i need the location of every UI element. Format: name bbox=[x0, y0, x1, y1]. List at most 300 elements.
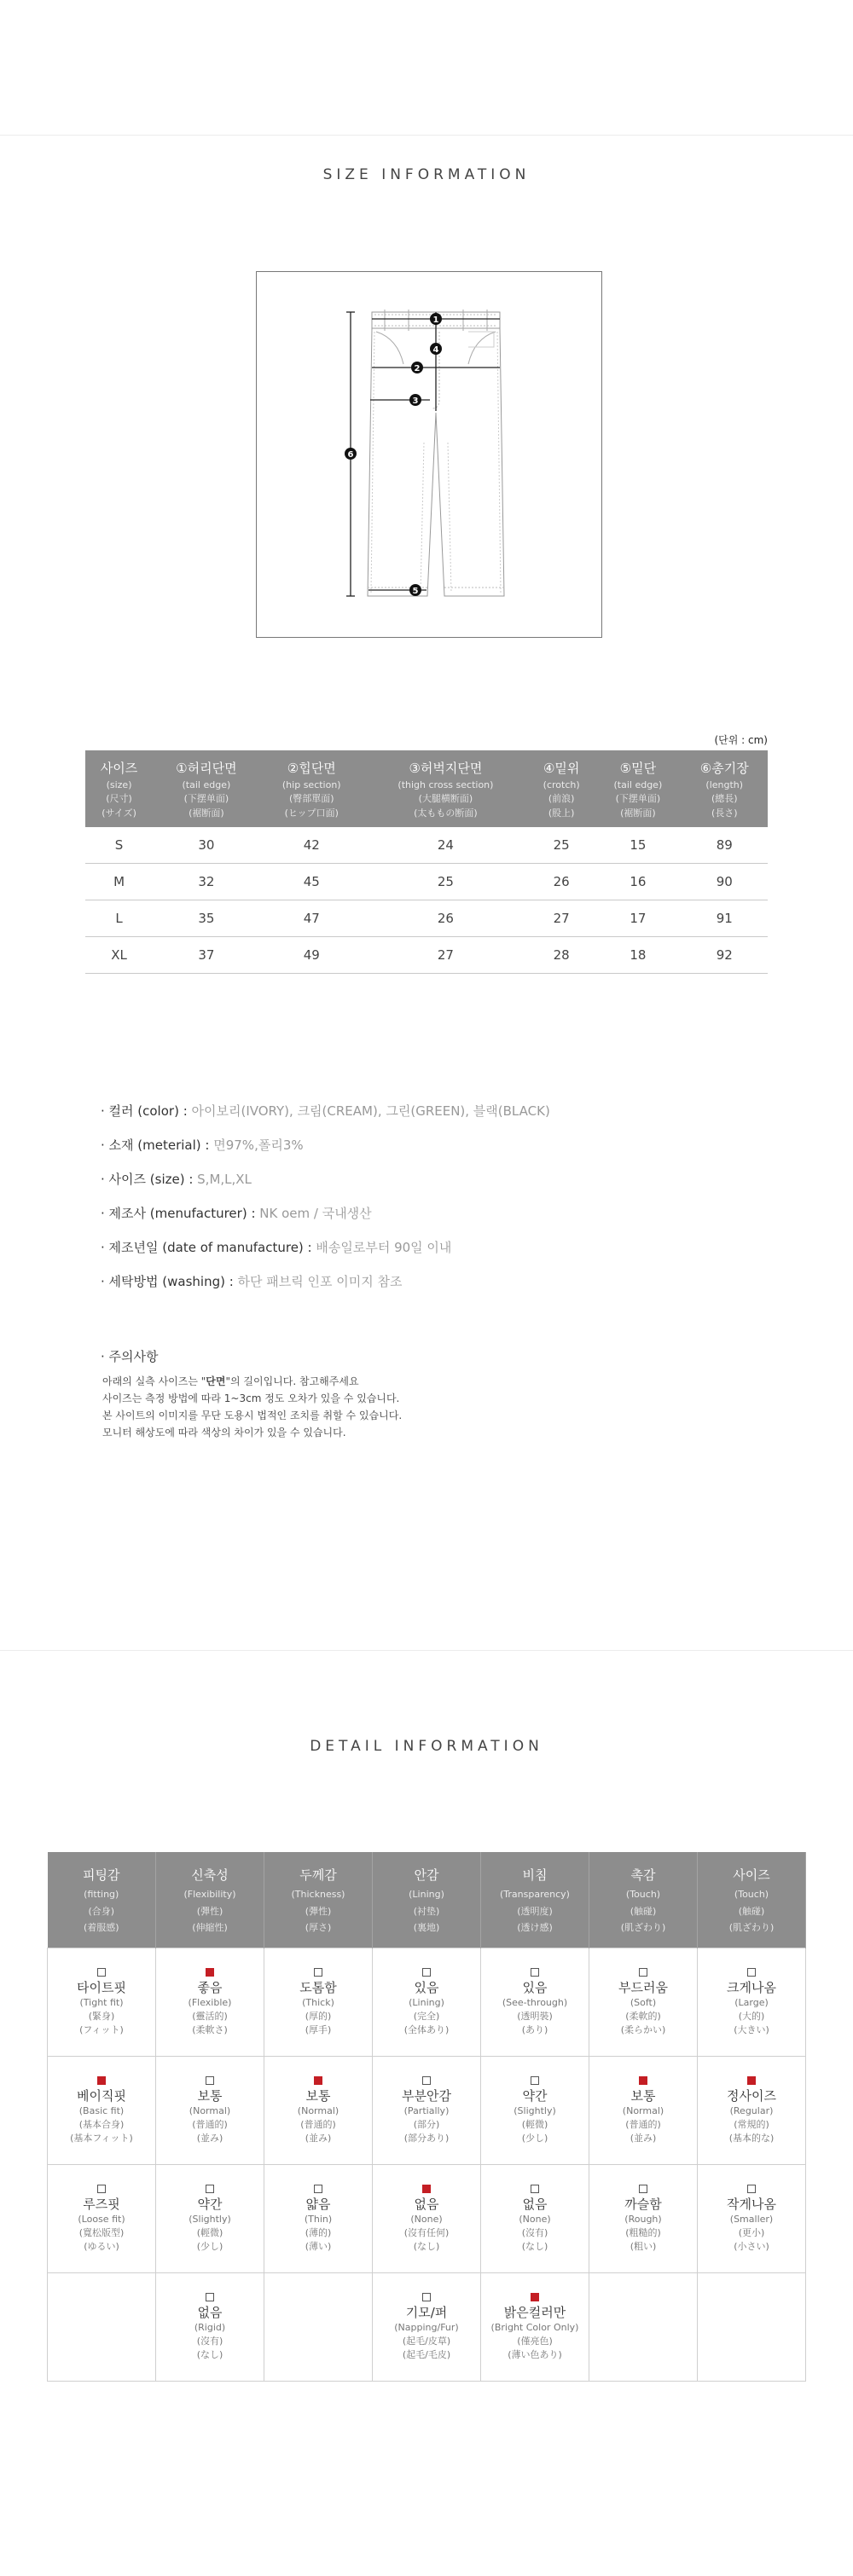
detail-col-cn: (触碰) bbox=[630, 1905, 657, 1917]
option-sublabel: (少し) bbox=[521, 2132, 548, 2144]
size-col-header bbox=[681, 750, 768, 827]
size-table-body bbox=[85, 827, 768, 974]
checkbox-empty-icon bbox=[747, 2185, 756, 2193]
info-item bbox=[101, 1094, 550, 1128]
detail-empty-cell bbox=[48, 2273, 156, 2382]
checkbox-empty-icon bbox=[206, 2293, 214, 2301]
svg-text:1: 1 bbox=[432, 315, 439, 325]
option-sublabel: (Normal) bbox=[297, 2104, 339, 2116]
size-col-title: ①허리단면 bbox=[176, 761, 237, 776]
option-sublabel: (寬松版型) bbox=[78, 2226, 125, 2238]
top-divider bbox=[0, 135, 853, 136]
option-sublabel: (Soft) bbox=[630, 1996, 657, 2008]
detail-empty-cell bbox=[589, 2273, 698, 2382]
size-col-cn: (總長) bbox=[711, 793, 738, 804]
option-sublabel: (透明裝) bbox=[517, 2010, 553, 2022]
size-col-en: (size) bbox=[106, 779, 132, 790]
option-label: 정사이즈 bbox=[727, 2087, 776, 2104]
size-col-header bbox=[85, 750, 153, 827]
checkbox-empty-icon bbox=[422, 2076, 431, 2085]
checkbox-empty-icon bbox=[422, 1968, 431, 1977]
detail-option bbox=[156, 2273, 264, 2382]
info-item bbox=[101, 1265, 550, 1299]
detail-option bbox=[48, 2165, 156, 2273]
notice-line-1-pre: 아래의 실측 사이즈는 " bbox=[102, 1375, 206, 1387]
size-cell: 35 bbox=[153, 900, 260, 937]
option-sublabel: (なし) bbox=[521, 2240, 548, 2252]
option-sublabel: (僅亮色) bbox=[517, 2335, 553, 2347]
size-col-en: (length) bbox=[705, 779, 744, 790]
checkbox-checked-icon bbox=[747, 2076, 756, 2085]
option-sublabel: (並み) bbox=[196, 2132, 223, 2144]
option-sublabel: (柔軟さ) bbox=[192, 2023, 228, 2035]
svg-text:5: 5 bbox=[412, 587, 419, 596]
option-sublabel: (沒有) bbox=[196, 2335, 223, 2347]
size-cell: 24 bbox=[363, 827, 528, 864]
notice-line-1-post: "의 길이입니다. 참고해주세요 bbox=[225, 1375, 359, 1387]
size-col-cn: (前浪) bbox=[548, 793, 575, 804]
option-sublabel: (沒有) bbox=[521, 2226, 548, 2238]
notice-block bbox=[101, 1347, 402, 1441]
detail-option bbox=[264, 2057, 373, 2165]
size-col-jp: (サイズ) bbox=[102, 807, 136, 819]
detail-col-cn: (触碰) bbox=[738, 1905, 765, 1917]
size-col-header bbox=[363, 750, 528, 827]
size-col-en: (tail edge) bbox=[613, 779, 663, 790]
option-sublabel: (フィット) bbox=[79, 2023, 124, 2035]
pants-measurement-illustration bbox=[257, 272, 601, 637]
info-item bbox=[101, 1230, 550, 1265]
table-row bbox=[48, 2165, 806, 2273]
checkbox-empty-icon bbox=[206, 2185, 214, 2193]
option-label: 보통 bbox=[305, 2087, 331, 2104]
size-col-jp: (股上) bbox=[548, 807, 575, 819]
detail-col-header bbox=[264, 1852, 373, 1948]
option-sublabel: (起毛/毛皮) bbox=[402, 2348, 451, 2360]
option-sublabel: (Basic fit) bbox=[78, 2104, 125, 2116]
size-col-title: ③허벅지단면 bbox=[409, 761, 483, 776]
detail-option bbox=[589, 2165, 698, 2273]
option-label: 약간 bbox=[522, 2087, 548, 2104]
option-sublabel: (Rigid) bbox=[194, 2321, 226, 2333]
size-col-header bbox=[153, 750, 260, 827]
notice-line-2: 사이즈는 측정 방법에 따라 1~3cm 정도 오차가 있을 수 있습니다. bbox=[102, 1392, 400, 1404]
size-col-jp: (太ももの断面) bbox=[414, 807, 478, 819]
option-sublabel: (Tight fit) bbox=[79, 1996, 124, 2008]
size-col-en: (crotch) bbox=[543, 779, 580, 790]
svg-text:3: 3 bbox=[412, 397, 419, 406]
size-col-title: ⑥총기장 bbox=[699, 761, 749, 776]
option-label: 작게나옴 bbox=[727, 2196, 776, 2212]
option-label: 없음 bbox=[414, 2196, 439, 2212]
detail-col-en: (Flexibility) bbox=[183, 1889, 236, 1901]
size-col-header bbox=[595, 750, 681, 827]
detail-option bbox=[264, 1948, 373, 2057]
detail-col-jp: (着服感) bbox=[83, 1921, 119, 1933]
notice-line-1-bold: 단면 bbox=[206, 1375, 226, 1387]
size-cell: 45 bbox=[260, 864, 363, 900]
option-sublabel: (大的) bbox=[738, 2010, 765, 2022]
option-label: 보통 bbox=[197, 2087, 223, 2104]
detail-col-header bbox=[698, 1852, 806, 1948]
detail-col-title: 비침 bbox=[522, 1867, 548, 1883]
option-sublabel: (普通的) bbox=[625, 2118, 661, 2130]
notice-line-1 bbox=[101, 1373, 402, 1390]
info-value: 면97%,폴리3% bbox=[213, 1137, 304, 1153]
checkbox-empty-icon bbox=[314, 1968, 322, 1977]
detail-col-en: (Touch) bbox=[625, 1889, 661, 1901]
option-sublabel: (輕微) bbox=[196, 2226, 223, 2238]
option-sublabel: (基本的な) bbox=[728, 2132, 775, 2144]
option-label: 타이트핏 bbox=[77, 1979, 126, 1995]
option-label: 없음 bbox=[522, 2196, 548, 2212]
option-sublabel: (薄い色あり) bbox=[508, 2348, 562, 2360]
info-label: · 제조년일 (date of manufacture) : bbox=[101, 1240, 316, 1255]
size-table-header bbox=[85, 750, 768, 827]
option-label: 까슬함 bbox=[624, 2196, 662, 2212]
size-cell: 37 bbox=[153, 937, 260, 974]
size-cell: 25 bbox=[363, 864, 528, 900]
info-value: S,M,L,XL bbox=[197, 1172, 252, 1187]
size-cell: 49 bbox=[260, 937, 363, 974]
size-col-header bbox=[260, 750, 363, 827]
option-sublabel: (Thin) bbox=[304, 2213, 333, 2225]
option-label: 베이직핏 bbox=[77, 2087, 126, 2104]
table-row bbox=[85, 900, 768, 937]
detail-col-cn: (彈性) bbox=[305, 1905, 332, 1917]
detail-option bbox=[264, 2165, 373, 2273]
size-cell: 16 bbox=[595, 864, 681, 900]
table-row bbox=[85, 827, 768, 864]
option-sublabel: (See-through) bbox=[502, 1996, 568, 2008]
info-value: 배송일로부터 90일 이내 bbox=[316, 1240, 452, 1255]
checkbox-checked-icon bbox=[422, 2185, 431, 2193]
checkbox-empty-icon bbox=[531, 2076, 539, 2085]
checkbox-empty-icon bbox=[206, 2076, 214, 2085]
checkbox-checked-icon bbox=[206, 1968, 214, 1977]
info-value: 하단 패브릭 인포 이미지 참조 bbox=[237, 1274, 403, 1289]
option-sublabel: (Napping/Fur) bbox=[394, 2321, 459, 2333]
option-label: 보통 bbox=[630, 2087, 656, 2104]
option-sublabel: (部分あり) bbox=[403, 2132, 450, 2144]
notice-title: · 주의사항 bbox=[101, 1349, 159, 1364]
info-label: · 제조사 (menufacturer) : bbox=[101, 1206, 260, 1221]
detail-col-header bbox=[156, 1852, 264, 1948]
option-sublabel: (完全) bbox=[413, 2010, 440, 2022]
option-sublabel: (基本フィット) bbox=[70, 2132, 133, 2144]
detail-col-en: (Touch) bbox=[734, 1889, 769, 1901]
checkbox-checked-icon bbox=[314, 2076, 322, 2085]
size-cell: 17 bbox=[595, 900, 681, 937]
size-col-jp: (裾断面) bbox=[189, 807, 224, 819]
svg-text:4: 4 bbox=[432, 345, 439, 355]
size-col-jp: (ヒップ口面) bbox=[284, 807, 339, 819]
size-col-en: (thigh cross section) bbox=[397, 779, 494, 790]
size-col-en: (hip section) bbox=[281, 779, 341, 790]
detail-table bbox=[47, 1852, 806, 2382]
info-value: NK oem / 국내생산 bbox=[259, 1206, 372, 1221]
size-cell: 47 bbox=[260, 900, 363, 937]
option-label: 부드러움 bbox=[618, 1979, 668, 1995]
detail-option bbox=[481, 2273, 589, 2382]
info-label: · 사이즈 (size) : bbox=[101, 1172, 198, 1187]
detail-option bbox=[698, 2057, 806, 2165]
table-row bbox=[48, 2273, 806, 2382]
detail-col-en: (fitting) bbox=[84, 1889, 119, 1901]
option-sublabel: (None) bbox=[410, 2213, 443, 2225]
size-cell: 15 bbox=[595, 827, 681, 864]
option-sublabel: (ゆるい) bbox=[84, 2240, 119, 2252]
info-value: 아이보리(IVORY), 크림(CREAM), 그린(GREEN), 블랙(BLACK) bbox=[191, 1103, 550, 1119]
table-row bbox=[48, 1948, 806, 2057]
option-sublabel: (厚手) bbox=[305, 2023, 332, 2035]
size-cell: 27 bbox=[363, 937, 528, 974]
svg-text:6: 6 bbox=[347, 450, 354, 460]
checkbox-empty-icon bbox=[97, 1968, 106, 1977]
option-sublabel: (更小) bbox=[738, 2226, 765, 2238]
size-cell: 32 bbox=[153, 864, 260, 900]
option-sublabel: (Bright Color Only) bbox=[490, 2321, 579, 2333]
option-sublabel: (Smaller) bbox=[729, 2213, 774, 2225]
option-sublabel: (Lining) bbox=[409, 1996, 444, 2008]
size-col-jp: (長さ) bbox=[711, 807, 738, 819]
size-table bbox=[85, 750, 768, 974]
option-sublabel: (Flexible) bbox=[188, 1996, 232, 2008]
option-sublabel: (輕微) bbox=[521, 2118, 548, 2130]
option-sublabel: (なし) bbox=[196, 2348, 223, 2360]
detail-option bbox=[589, 1948, 698, 2057]
option-label: 약간 bbox=[197, 2196, 223, 2212]
option-sublabel: (部分) bbox=[413, 2118, 440, 2130]
product-info-list bbox=[101, 1094, 550, 1299]
checkbox-empty-icon bbox=[531, 1968, 539, 1977]
detail-option bbox=[156, 1948, 264, 2057]
option-label: 크게나옴 bbox=[727, 1979, 776, 1995]
size-cell: L bbox=[85, 900, 153, 937]
detail-col-jp: (透け感) bbox=[517, 1921, 553, 1933]
size-cell: 91 bbox=[681, 900, 768, 937]
info-item bbox=[101, 1128, 550, 1162]
option-sublabel: (None) bbox=[519, 2213, 551, 2225]
checkbox-empty-icon bbox=[97, 2185, 106, 2193]
checkbox-empty-icon bbox=[639, 1968, 647, 1977]
option-label: 부분안감 bbox=[402, 2087, 451, 2104]
option-sublabel: (薄的) bbox=[305, 2226, 332, 2238]
size-cell: 92 bbox=[681, 937, 768, 974]
pants-diagram bbox=[256, 271, 602, 638]
checkbox-empty-icon bbox=[639, 2185, 647, 2193]
detail-option bbox=[589, 2057, 698, 2165]
size-col-cn: (臀部單面) bbox=[288, 793, 334, 804]
detail-col-jp: (厚さ) bbox=[305, 1921, 332, 1933]
detail-col-jp: (肌ざわり) bbox=[620, 1921, 666, 1933]
size-col-cn: (下摆单面) bbox=[183, 793, 229, 804]
detail-col-en: (Thickness) bbox=[291, 1889, 345, 1901]
detail-empty-cell bbox=[698, 2273, 806, 2382]
option-sublabel: (緊身) bbox=[88, 2010, 115, 2022]
size-cell: 26 bbox=[528, 864, 595, 900]
detail-option bbox=[481, 2165, 589, 2273]
size-cell: M bbox=[85, 864, 153, 900]
size-section-title: SIZE INFORMATION bbox=[322, 166, 531, 183]
svg-text:2: 2 bbox=[414, 364, 421, 373]
option-sublabel: (Rough) bbox=[624, 2213, 662, 2225]
option-sublabel: (少し) bbox=[196, 2240, 223, 2252]
option-sublabel: (普通的) bbox=[300, 2118, 336, 2130]
table-row bbox=[85, 937, 768, 974]
detail-col-cn: (彈性) bbox=[196, 1905, 223, 1917]
option-sublabel: (あり) bbox=[521, 2023, 548, 2035]
option-sublabel: (並み) bbox=[630, 2132, 657, 2144]
option-sublabel: (靈活的) bbox=[192, 2010, 228, 2022]
info-label: · 컬러 (color) : bbox=[101, 1103, 192, 1119]
detail-col-header bbox=[48, 1852, 156, 1948]
option-sublabel: (普通的) bbox=[192, 2118, 228, 2130]
detail-col-cn: (衬垫) bbox=[413, 1905, 440, 1917]
detail-option bbox=[48, 2057, 156, 2165]
detail-col-en: (Lining) bbox=[409, 1889, 444, 1901]
detail-col-header bbox=[589, 1852, 698, 1948]
checkbox-empty-icon bbox=[531, 2185, 539, 2193]
option-label: 루즈핏 bbox=[83, 2196, 120, 2212]
detail-col-jp: (肌ざわり) bbox=[728, 1921, 775, 1933]
notice-line-3: 본 사이트의 이미지를 무단 도용시 법적인 조치를 취할 수 있습니다. bbox=[102, 1410, 403, 1421]
detail-section-title: DETAIL INFORMATION bbox=[310, 1738, 543, 1755]
detail-option bbox=[373, 2165, 481, 2273]
option-label: 없음 bbox=[197, 2304, 223, 2320]
size-cell: 25 bbox=[528, 827, 595, 864]
detail-table-header bbox=[48, 1852, 806, 1948]
detail-col-jp: (伸縮性) bbox=[192, 1921, 228, 1933]
detail-option bbox=[698, 1948, 806, 2057]
detail-col-cn: (透明度) bbox=[517, 1905, 553, 1917]
option-sublabel: (Slightly) bbox=[189, 2213, 231, 2225]
size-cell: 18 bbox=[595, 937, 681, 974]
option-sublabel: (厚的) bbox=[305, 2010, 332, 2022]
option-sublabel: (Loose fit) bbox=[78, 2213, 125, 2225]
checkbox-empty-icon bbox=[422, 2293, 431, 2301]
detail-col-title: 두께감 bbox=[299, 1867, 337, 1883]
size-cell: 42 bbox=[260, 827, 363, 864]
info-item bbox=[101, 1196, 550, 1230]
option-label: 있음 bbox=[522, 1979, 548, 1995]
detail-col-title: 신축성 bbox=[191, 1867, 229, 1883]
option-sublabel: (常規的) bbox=[734, 2118, 769, 2130]
detail-option bbox=[156, 2165, 264, 2273]
option-sublabel: (粗糙的) bbox=[625, 2226, 661, 2238]
detail-col-jp: (裏地) bbox=[413, 1921, 440, 1933]
option-sublabel: (なし) bbox=[413, 2240, 440, 2252]
option-sublabel: (基本合身) bbox=[78, 2118, 125, 2130]
option-sublabel: (Partially) bbox=[403, 2104, 450, 2116]
size-col-header bbox=[528, 750, 595, 827]
detail-table-body bbox=[48, 1948, 806, 2382]
size-col-title: ⑤밑단 bbox=[619, 761, 657, 776]
size-col-en: (tail edge) bbox=[182, 779, 231, 790]
option-sublabel: (柔らかい) bbox=[620, 2023, 666, 2035]
detail-option bbox=[373, 2057, 481, 2165]
detail-col-title: 촉감 bbox=[630, 1867, 656, 1883]
detail-col-title: 사이즈 bbox=[733, 1867, 770, 1883]
table-row bbox=[85, 864, 768, 900]
option-label: 밝은컬러만 bbox=[503, 2304, 566, 2320]
size-cell: 89 bbox=[681, 827, 768, 864]
size-col-cn: (尺寸) bbox=[106, 793, 132, 804]
info-item bbox=[101, 1162, 550, 1196]
detail-col-cn: (合身) bbox=[88, 1905, 115, 1917]
option-label: 있음 bbox=[414, 1979, 439, 1995]
size-col-cn: (下摆单面) bbox=[615, 793, 661, 804]
detail-col-title: 피팅감 bbox=[83, 1867, 120, 1883]
option-sublabel: (大きい) bbox=[734, 2023, 769, 2035]
option-sublabel: (薄い) bbox=[305, 2240, 332, 2252]
size-col-title: ④밑위 bbox=[543, 761, 580, 776]
detail-col-en: (Transparency) bbox=[500, 1889, 570, 1901]
option-label: 얇음 bbox=[305, 2196, 331, 2212]
detail-option bbox=[373, 2273, 481, 2382]
size-cell: S bbox=[85, 827, 153, 864]
detail-option bbox=[48, 1948, 156, 2057]
detail-option bbox=[698, 2165, 806, 2273]
option-sublabel: (Slightly) bbox=[514, 2104, 556, 2116]
size-col-title: ②힙단면 bbox=[287, 761, 336, 776]
info-label: · 소재 (meterial) : bbox=[101, 1137, 214, 1153]
checkbox-checked-icon bbox=[97, 2076, 106, 2085]
detail-option bbox=[481, 2057, 589, 2165]
size-cell: 30 bbox=[153, 827, 260, 864]
option-sublabel: (並み) bbox=[305, 2132, 332, 2144]
detail-empty-cell bbox=[264, 2273, 373, 2382]
checkbox-checked-icon bbox=[639, 2076, 647, 2085]
option-sublabel: (Large) bbox=[734, 1996, 769, 2008]
option-sublabel: (Normal) bbox=[189, 2104, 231, 2116]
checkbox-checked-icon bbox=[531, 2293, 539, 2301]
size-cell: XL bbox=[85, 937, 153, 974]
size-cell: 90 bbox=[681, 864, 768, 900]
option-sublabel: (小さい) bbox=[734, 2240, 769, 2252]
detail-option bbox=[156, 2057, 264, 2165]
detail-option bbox=[481, 1948, 589, 2057]
option-sublabel: (Regular) bbox=[729, 2104, 774, 2116]
option-label: 좋음 bbox=[197, 1979, 223, 1995]
info-label: · 세탁방법 (washing) : bbox=[101, 1274, 238, 1289]
option-sublabel: (Thick) bbox=[302, 1996, 334, 2008]
option-sublabel: (Normal) bbox=[622, 2104, 664, 2116]
checkbox-empty-icon bbox=[747, 1968, 756, 1977]
size-col-jp: (裾断面) bbox=[620, 807, 656, 819]
size-cell: 26 bbox=[363, 900, 528, 937]
size-col-title: 사이즈 bbox=[100, 761, 138, 776]
detail-option bbox=[373, 1948, 481, 2057]
detail-col-title: 안감 bbox=[414, 1867, 439, 1883]
unit-label: (단위 : cm) bbox=[714, 734, 768, 746]
detail-col-header bbox=[373, 1852, 481, 1948]
notice-line-4: 모니터 해상도에 따라 색상의 차이가 있을 수 있습니다. bbox=[102, 1427, 346, 1439]
option-sublabel: (起毛/皮草) bbox=[402, 2335, 451, 2347]
option-label: 도톰함 bbox=[299, 1979, 337, 1995]
detail-col-header bbox=[481, 1852, 589, 1948]
option-sublabel: (柔軟的) bbox=[625, 2010, 661, 2022]
option-sublabel: (沒有任何) bbox=[403, 2226, 450, 2238]
option-sublabel: (全体あり) bbox=[403, 2023, 450, 2035]
section-divider bbox=[0, 1650, 853, 1651]
size-cell: 28 bbox=[528, 937, 595, 974]
checkbox-empty-icon bbox=[314, 2185, 322, 2193]
size-col-cn: (大腿横断面) bbox=[418, 793, 473, 804]
option-label: 기모/퍼 bbox=[405, 2304, 448, 2320]
option-sublabel: (粗い) bbox=[630, 2240, 657, 2252]
table-row bbox=[48, 2057, 806, 2165]
